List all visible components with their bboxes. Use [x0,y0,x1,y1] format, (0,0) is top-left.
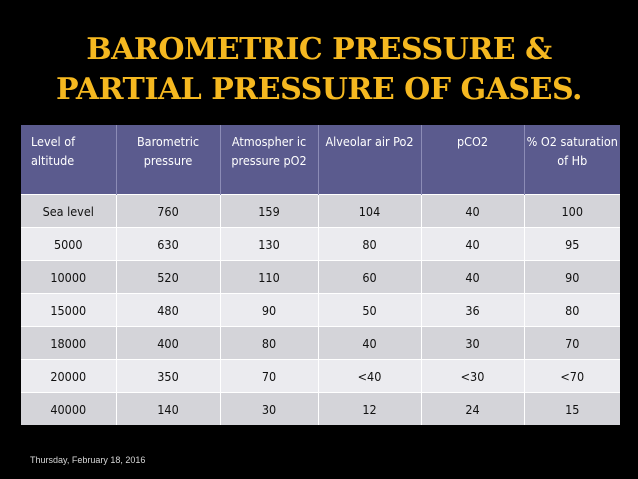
table-cell: 80 [220,327,318,360]
slide-title [30,30,608,110]
header-level-of-altitude: Level of altitude [21,125,116,195]
table-cell: Sea level [21,195,116,228]
table-cell: 90 [524,261,620,294]
header-alveolar-po2: Alveolar air Po2 [318,125,421,195]
table-cell: 90 [220,294,318,327]
table-cell: 30 [220,393,318,426]
table-cell: 104 [318,195,421,228]
table-cell: <70 [524,360,620,393]
table-cell: 95 [524,228,620,261]
table-cell: 480 [116,294,220,327]
table-cell: 40 [421,228,524,261]
table-cell: 20000 [21,360,116,393]
table-cell: 10000 [21,261,116,294]
table-cell: 60 [318,261,421,294]
table-cell: 18000 [21,327,116,360]
table-cell: 40 [421,261,524,294]
table-cell: 15000 [21,294,116,327]
table-cell: <40 [318,360,421,393]
table-row [21,195,620,228]
table-cell: 12 [318,393,421,426]
table-row [21,327,620,360]
table-cell: 40 [318,327,421,360]
table-cell: 80 [318,228,421,261]
table-cell: 760 [116,195,220,228]
header-o2-saturation: % O2 saturation of Hb [524,125,620,195]
table-cell: 110 [220,261,318,294]
table-row [21,294,620,327]
table-header-row [21,125,620,195]
table-cell: 15 [524,393,620,426]
table-cell: 5000 [21,228,116,261]
table-cell: 50 [318,294,421,327]
table-cell: 520 [116,261,220,294]
table-cell: 630 [116,228,220,261]
table-cell: 40000 [21,393,116,426]
table-cell: 70 [524,327,620,360]
table-row [21,393,620,426]
table-cell: 36 [421,294,524,327]
table-cell: 100 [524,195,620,228]
altitude-pressure-table [21,125,620,425]
table-cell: 350 [116,360,220,393]
table-cell: 80 [524,294,620,327]
slide-date: Thursday, February 18, 2016 [30,455,146,465]
header-pco2: pCO2 [421,125,524,195]
table-cell: 400 [116,327,220,360]
table-cell: <30 [421,360,524,393]
table-cell: 24 [421,393,524,426]
header-barometric-pressure: Barometric pressure [116,125,220,195]
table-cell: 130 [220,228,318,261]
table-row [21,360,620,393]
title-line-2: PARTIAL PRESSURE OF GASES. [55,72,582,107]
table-cell: 159 [220,195,318,228]
table-row [21,261,620,294]
header-atmospheric-po2: Atmospher ic pressure pO2 [220,125,318,195]
table-cell: 140 [116,393,220,426]
table-cell: 40 [421,195,524,228]
table-row [21,228,620,261]
table-cell: 70 [220,360,318,393]
title-line-1: BAROMETRIC PRESSURE & [86,32,552,67]
table-cell: 30 [421,327,524,360]
